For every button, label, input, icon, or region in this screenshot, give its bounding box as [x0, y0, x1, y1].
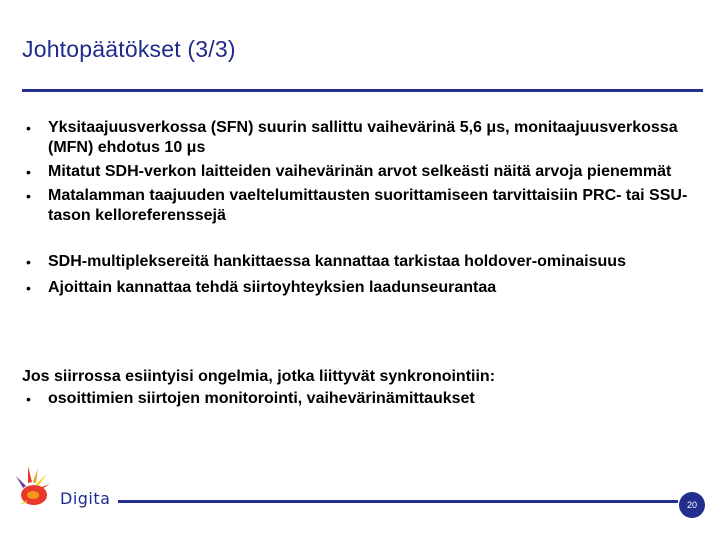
bullet-text: SDH-multipleksereitä hankittaessa kannattaa tarkistaa holdover-ominaisuus: [48, 253, 626, 270]
title-divider: [22, 89, 703, 92]
note-section: [22, 366, 702, 409]
footer-divider: [118, 500, 678, 503]
bullet-item: [22, 118, 702, 158]
bullet-text: Ajoittain kannattaa tehdä siirtoyhteyksien laadunseurantaa: [48, 279, 497, 296]
bullet-text: Yksitaajuusverkossa (SFN) suurin sallittu vaihevärinä 5,6 μs, monitaajuusverkossa (MFN) ehdotus 10 μs: [48, 119, 678, 156]
bullet-text: Matalamman taajuuden vaeltelumittausten suorittamiseen tarvittaisiin PRC- tai SSU-tason kelloreferenssejä: [48, 187, 688, 224]
page-number-badge: 20: [679, 492, 705, 518]
bullet-marker: •: [26, 188, 31, 204]
bullet-list: [22, 118, 702, 304]
note-bullet: [22, 389, 702, 409]
bullet-text: osoittimien siirtojen monitorointi, vaihevärinämittaukset: [48, 390, 475, 407]
bullet-marker: •: [26, 391, 31, 407]
bullet-marker: •: [26, 280, 31, 296]
bullet-group-2: [22, 252, 702, 298]
bullet-item: [22, 162, 702, 182]
bullet-item: [22, 186, 702, 226]
logo-wordmark: Digita: [60, 489, 111, 508]
page-title: Johtopäätökset (3/3): [22, 36, 236, 62]
bullet-group-1: [22, 118, 702, 226]
bullet-text: Mitatut SDH-verkon laitteiden vaihevärinän arvot selkeästi näitä arvoja pienemmät: [48, 163, 672, 180]
bullet-item: [22, 278, 702, 298]
bullet-marker: •: [26, 164, 31, 180]
note-heading: Jos siirrossa esiintyisi ongelmia, jotka liittyvät synkronointiin:: [22, 368, 496, 385]
bullet-item: [22, 252, 702, 272]
bullet-marker: •: [26, 120, 31, 136]
bullet-marker: •: [26, 254, 31, 270]
